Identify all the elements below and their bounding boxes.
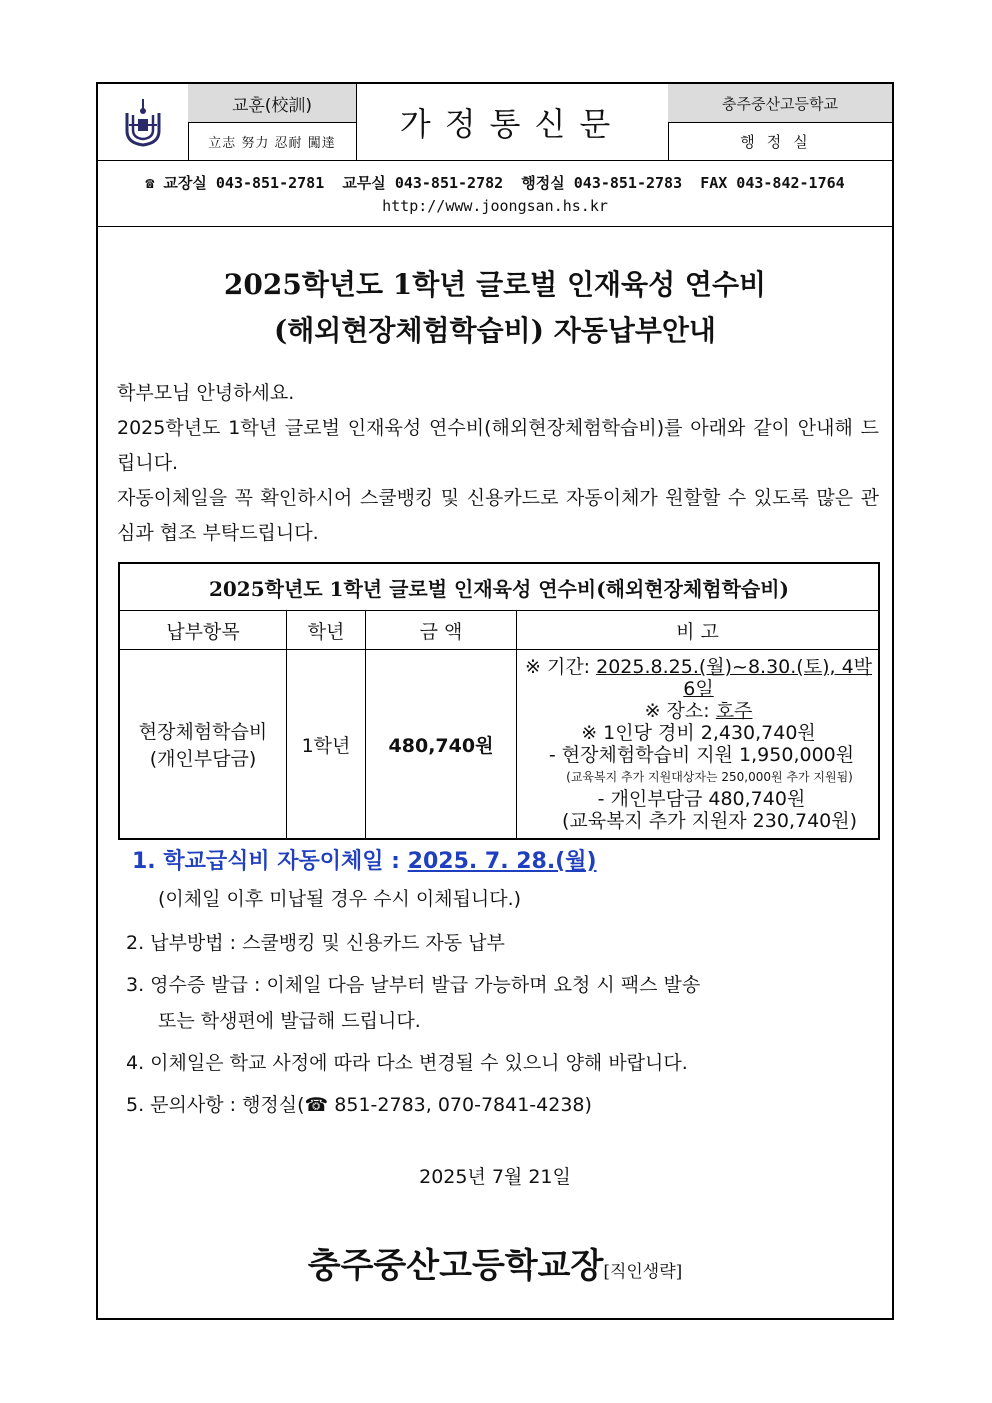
debit-date-label: 1. 학교급식비 자동이체일 : <box>132 849 400 874</box>
header-grade: 학년 <box>287 611 366 650</box>
document-title-line1: 2025학년도 1학년 글로벌 인재육성 연수비 <box>223 268 767 301</box>
fax-number: FAX 043-842-1764 <box>700 174 845 192</box>
fee-item <box>119 650 287 840</box>
period-label: ※ 기간: <box>525 656 591 678</box>
phone-icon: ☎ <box>304 1094 329 1116</box>
fee-amount: 480,740원 <box>366 650 517 840</box>
document-title <box>98 262 892 354</box>
department-name: 행정실 <box>740 133 820 151</box>
header-item: 납부항목 <box>119 611 287 650</box>
cost-line: ※ 1인당 경비 2,430,740원 <box>581 722 816 744</box>
intro-text <box>117 376 879 551</box>
letterhead <box>98 84 892 161</box>
seal-note: [직인생략] <box>603 1262 683 1282</box>
principal-phone: 교장실 043-851-2781 <box>163 174 325 192</box>
inquiry-label: 5. 문의사항 : 행정실( <box>126 1094 305 1116</box>
list-item <box>126 1090 592 1117</box>
motto-text: 立志 努力 忍耐 闖達 <box>208 136 336 151</box>
inquiry-phone: 851-2783, 070-7841-4238) <box>334 1094 592 1116</box>
issue-date: 2025년 7월 21일 <box>419 1166 571 1188</box>
debit-date-note: (이체일 이후 미납될 경우 수시 이체됩니다.) <box>158 888 522 910</box>
period-line <box>525 656 872 700</box>
newsletter-title: 가정통신문 <box>356 84 669 160</box>
place-line <box>525 700 872 722</box>
school-logo <box>98 84 189 160</box>
request-paragraph: 자동이체일을 꼭 확인하시어 스쿨뱅킹 및 신용카드로 자동이체가 원할할 수 있도록 많은 관심과 협조 부탁드립니다. <box>117 487 879 544</box>
fee-item-name: 현장체험학습비 <box>138 721 268 743</box>
notice-frame <box>96 82 894 1320</box>
school-emblem-icon <box>121 97 165 147</box>
header-remarks: 비 고 <box>517 611 880 650</box>
place-value: 호주 <box>715 700 753 722</box>
motto-box <box>188 84 357 160</box>
fee-grade: 1학년 <box>287 650 366 840</box>
contact-info <box>98 160 892 227</box>
principal-signature: 충주중산고등학교장 <box>307 1246 604 1286</box>
academic-phone: 교무실 043-851-2782 <box>342 174 504 192</box>
greeting: 학부모님 안녕하세요. <box>117 382 295 404</box>
personal-line: - 개인부담금 480,740원 <box>597 788 806 810</box>
list-item-continued: 또는 학생편에 발급해 드립니다. <box>158 1010 421 1032</box>
list-item <box>132 844 597 875</box>
signature <box>98 1238 892 1287</box>
list-item: 3. 영수증 발급 : 이체일 다음 날부터 발급 가능하며 요청 시 팩스 발송 <box>126 974 701 996</box>
school-name: 충주중산고등학교 <box>668 84 892 123</box>
list-item: 2. 납부방법 : 스쿨뱅킹 및 신용카드 자동 납부 <box>126 932 505 954</box>
fee-item-type: (개인부담금) <box>149 748 257 770</box>
fee-table-caption: 2025학년도 1학년 글로벌 인재육성 연수비(해외현장체험학습비) <box>119 563 879 611</box>
list-item: 4. 이체일은 학교 사정에 따라 다소 변경될 수 있으니 양해 바랍니다. <box>126 1052 688 1074</box>
fee-table <box>118 562 880 840</box>
motto-label: 교훈(校訓) <box>188 84 356 123</box>
personal-note: (교육복지 추가 지원자 230,740원) <box>561 810 858 832</box>
admin-phone: 행정실 043-851-2783 <box>521 174 683 192</box>
support-note: (교육복지 추가 지원대상자는 250,000원 추가 지원됨) <box>566 770 853 784</box>
fee-remarks <box>517 650 880 840</box>
phone-icon: ☎ <box>145 174 155 192</box>
period-value: 2025.8.25.(월)~8.30.(토), 4박6일 <box>596 656 873 700</box>
intro-paragraph: 2025학년도 1학년 글로벌 인재육성 연수비(해외현장체험학습비)를 아래와 같이 안내해 드립니다. <box>117 417 879 474</box>
school-url[interactable]: http://www.joongsan.hs.kr <box>382 197 608 215</box>
document-title-line2: (해외현장체험학습비) 자동납부안내 <box>274 314 716 347</box>
place-label: ※ 장소: <box>644 700 710 722</box>
school-box <box>668 84 892 160</box>
debit-date-value: 2025. 7. 28.(월) <box>407 849 597 874</box>
header-amount: 금 액 <box>366 611 517 650</box>
support-line: - 현장체험학습비 지원 1,950,000원 <box>548 744 855 766</box>
